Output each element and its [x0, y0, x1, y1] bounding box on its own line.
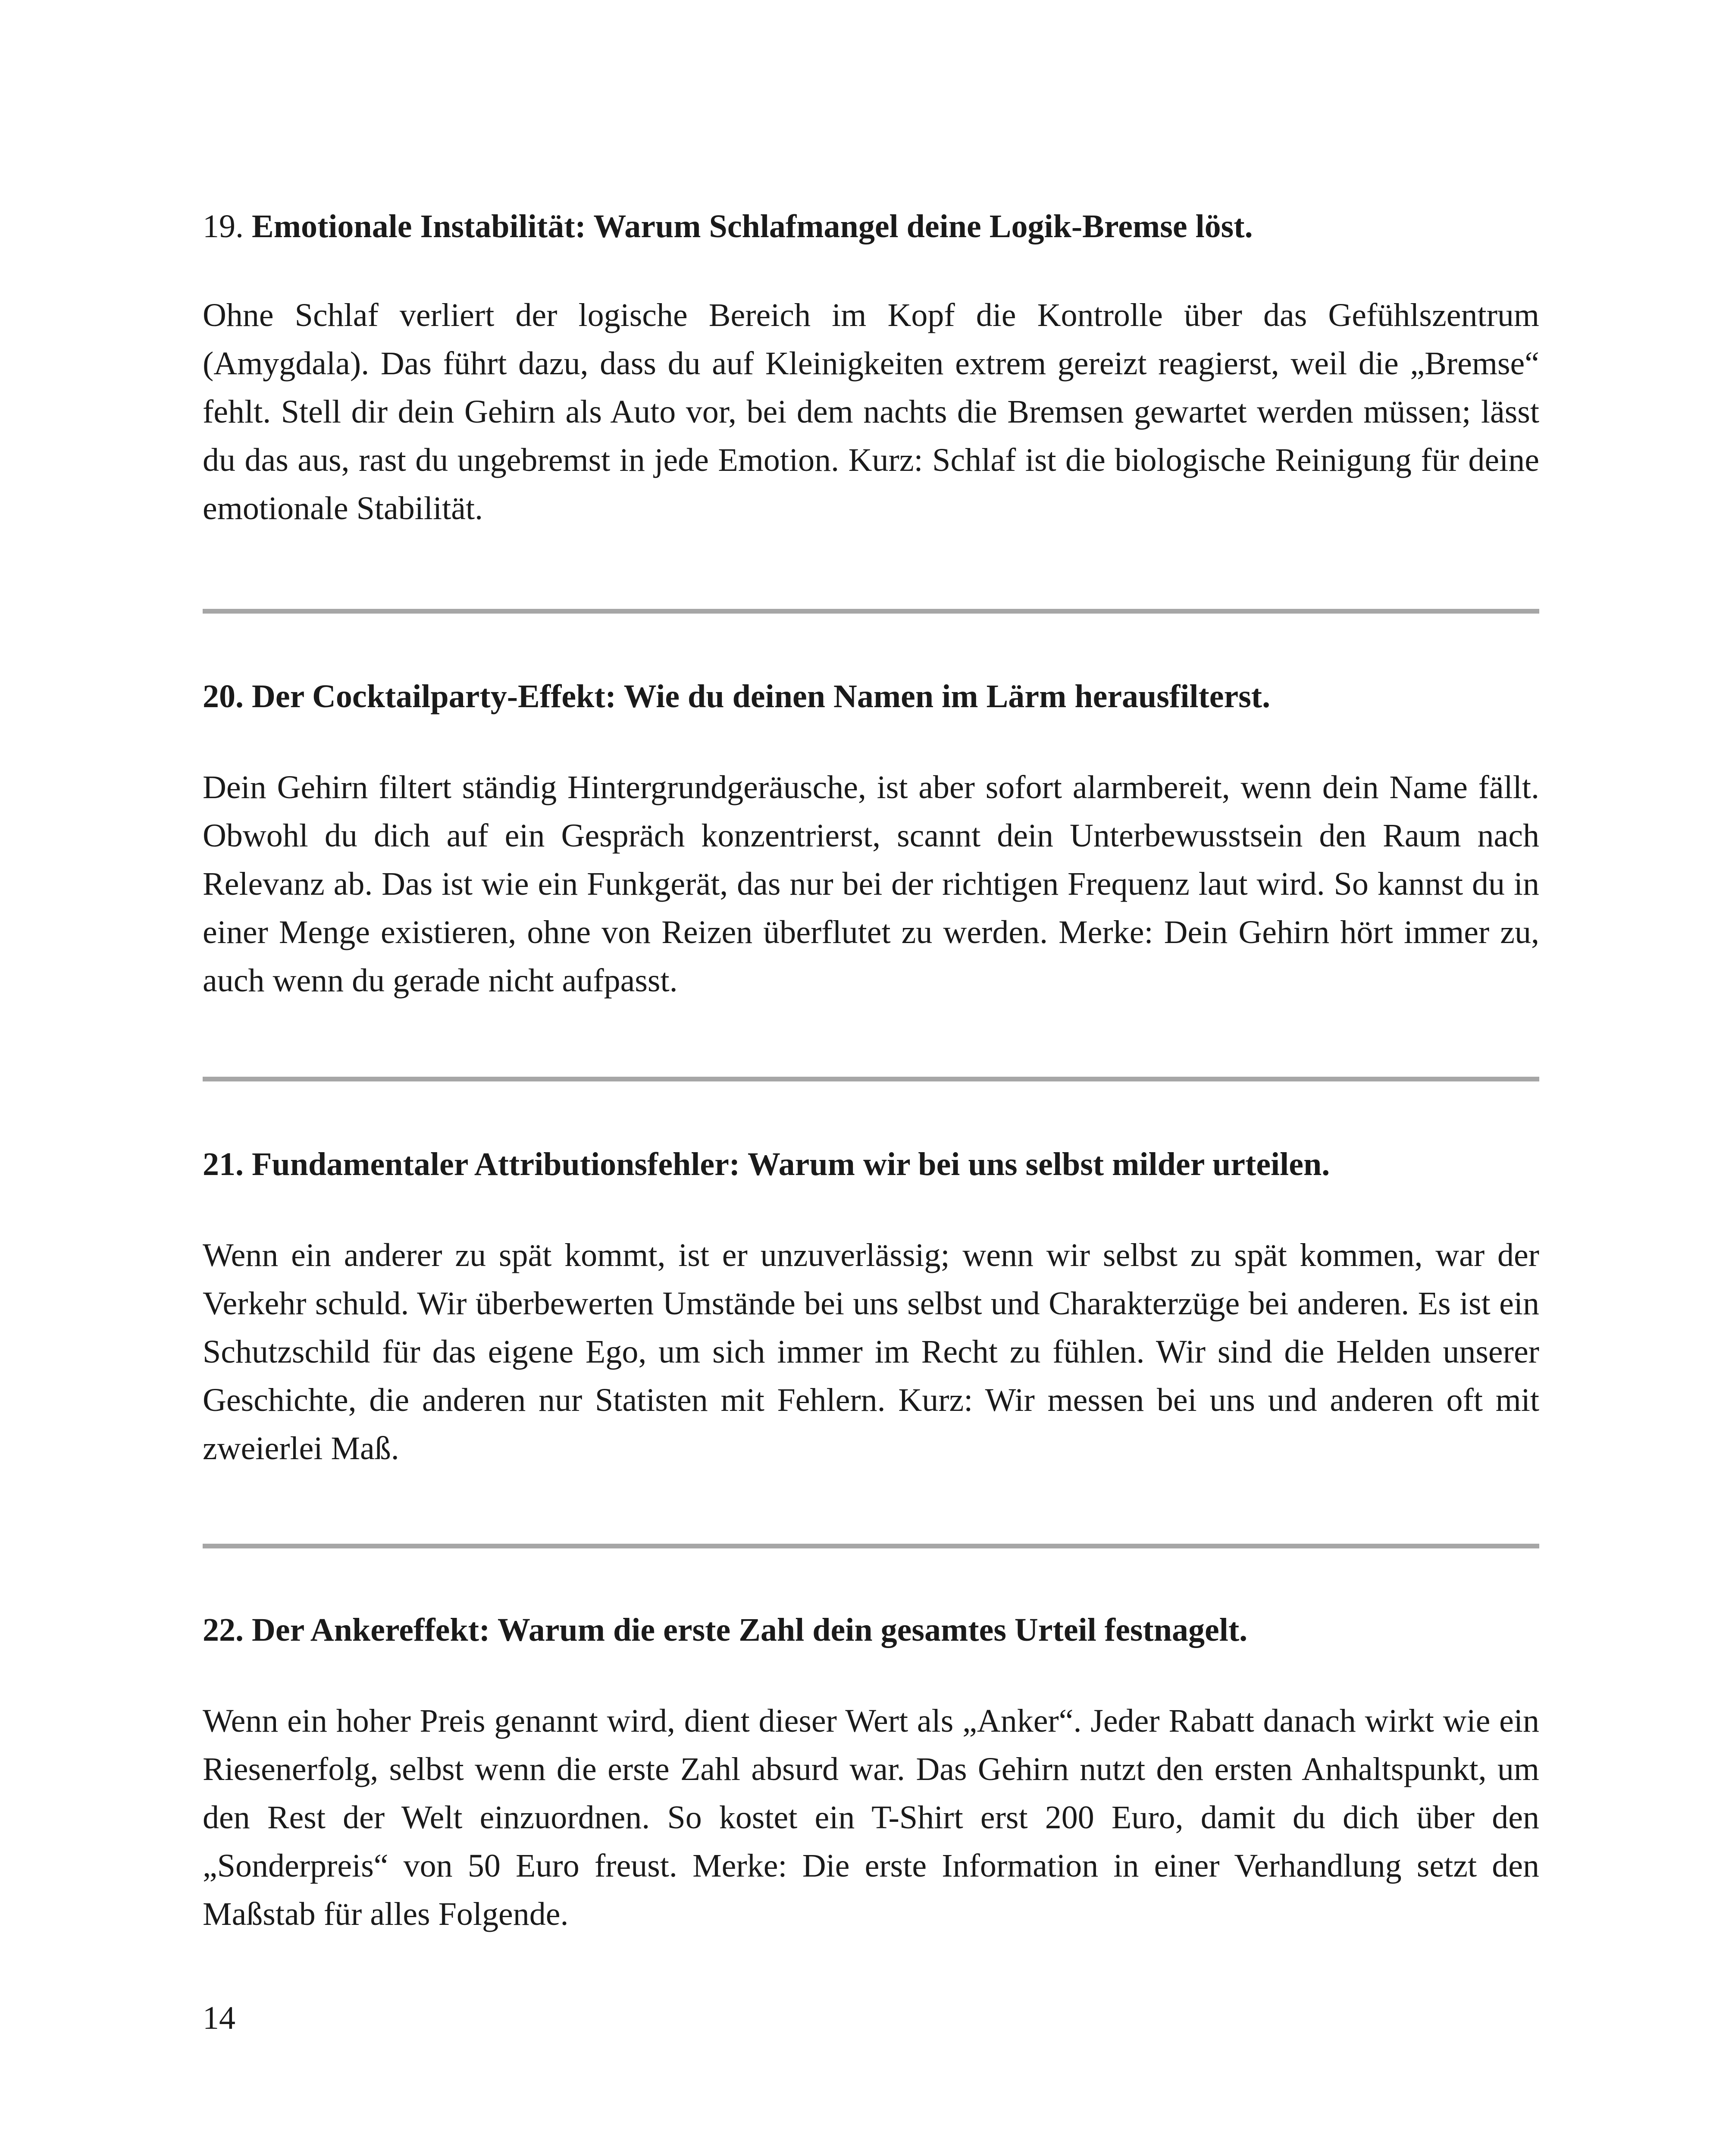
section-heading [203, 675, 1539, 718]
section-22 [203, 1608, 1539, 1932]
section-21 [203, 1143, 1539, 1467]
section-body: Ohne Schlaf verliert der logische Bereich im Kopf die Kontrolle über das Gefühlszentrum (Amygdala). Das führt dazu, dass du auf Kleinigkeiten extrem gereizt reagierst, weil die „Bremse“ fehlt. Stell dir dein Gehirn als Auto vor, bei dem nachts die Bremsen gewartet werden müssen; lässt du das aus, rast du ungebremst in jede Emotion. Kurz: Schlaf ist die biologische Reinigung für deine emotionale Stabilität. [203, 297, 1539, 526]
section-title: Fundamentaler Attributionsfehler: Warum wir bei uns selbst milder urteilen. [252, 1146, 1330, 1182]
section-20 [203, 675, 1539, 999]
section-body: Wenn ein hoher Preis genannt wird, dient dieser Wert als „Anker“. Jeder Rabatt danach wirkt wie ein Riesenerfolg, selbst wenn die erste Zahl absurd war. Das Gehirn nutzt den ersten Anhaltspunkt, um den Rest der Welt einzuordnen. So kostet ein T-Shirt erst 200 Euro, damit du dich über den „Sonderpreis“ von 50 Euro freust. Merke: Die erste Information in einer Verhandlung setzt den Maßstab für alles Folgende. [203, 1703, 1539, 1932]
section-heading [203, 205, 1539, 248]
section-19 [203, 205, 1539, 526]
section-number: 22. [203, 1612, 244, 1648]
section-body: Dein Gehirn filtert ständig Hintergrundgeräusche, ist aber sofort alarmbereit, wenn dein Name fällt. Obwohl du dich auf ein Gespräch konzentrierst, scannt dein Unterbewusstsein den Raum nach Relevanz ab. Das ist wie ein Funkgerät, das nur bei der richtigen Frequenz laut wird. So kannst du in einer Menge existieren, ohne von Reizen überflutet zu werden. Merke: Dein Gehirn hört immer zu, auch wenn du gerade nicht aufpasst. [203, 769, 1539, 999]
divider [203, 609, 1539, 614]
section-heading [203, 1608, 1539, 1651]
section-number: 19. [203, 208, 244, 244]
section-title: Der Cocktailparty-Effekt: Wie du deinen Namen im Lärm herausfilterst. [252, 678, 1271, 714]
divider [203, 1077, 1539, 1081]
section-number: 20. [203, 678, 244, 714]
divider [203, 1544, 1539, 1548]
section-title: Emotionale Instabilität: Warum Schlafmangel deine Logik-Bremse löst. [252, 208, 1253, 244]
section-body: Wenn ein anderer zu spät kommt, ist er unzuverlässig; wenn wir selbst zu spät kommen, war der Verkehr schuld. Wir überbewerten Umstände bei uns selbst und Charakterzüge bei anderen. Es ist ein Schutzschild für das eigene Ego, um sich immer im Recht zu fühlen. Wir sind die Helden unserer Geschichte, die anderen nur Statisten mit Fehlern. Kurz: Wir messen bei uns und anderen oft mit zweierlei Maß. [203, 1237, 1539, 1467]
section-number: 21. [203, 1146, 244, 1182]
section-heading [203, 1143, 1539, 1186]
section-title: Der Ankereffekt: Warum die erste Zahl dein gesamtes Urteil festnagelt. [252, 1612, 1248, 1648]
page-number: 14 [203, 2000, 235, 2036]
